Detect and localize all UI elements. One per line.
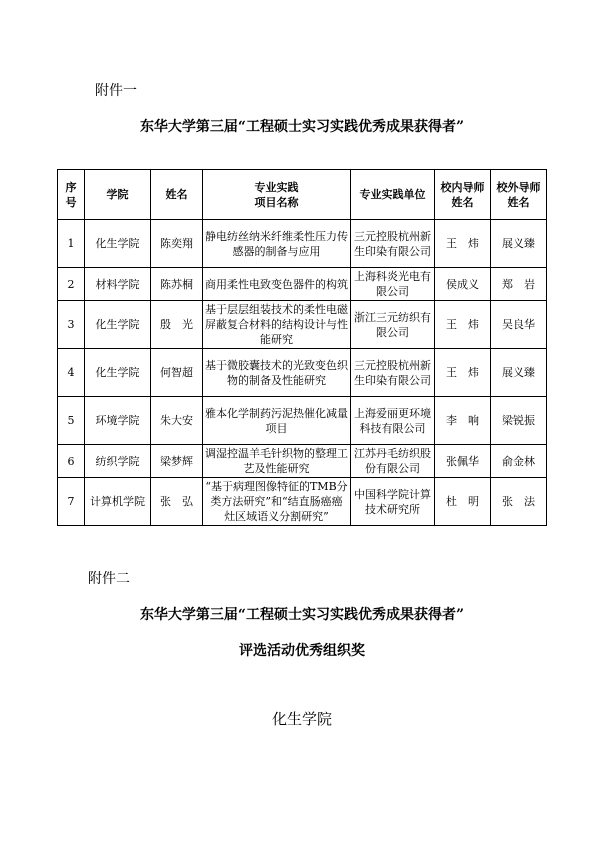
row-project: 调湿控温羊毛针织物的整理工艺及性能研究	[203, 445, 351, 478]
row-unit: 江苏丹毛纺织股份有限公司	[351, 445, 435, 478]
row-inner-advisor: 王 炜	[435, 349, 491, 397]
attachment-two-label: 附件二	[88, 571, 130, 587]
awards-table	[57, 169, 547, 526]
row-project: 雅本化学制药污泥热催化减量项目	[203, 397, 351, 445]
table-row	[58, 301, 547, 349]
header-unit: 专业实践单位	[351, 170, 435, 220]
row-name: 殷 光	[151, 301, 203, 349]
row-name: 陈奕翔	[151, 220, 203, 268]
row-name: 陈苏桐	[151, 268, 203, 301]
row-name: 张 弘	[151, 478, 203, 526]
row-outer-advisor: 梁锐振	[491, 397, 547, 445]
row-inner-advisor: 王 炜	[435, 220, 491, 268]
attachment-two-title-line1: 东华大学第三届“工程硕士实习实践优秀成果获得者”	[139, 607, 465, 623]
header-school: 学院	[85, 170, 151, 220]
table-row	[58, 397, 547, 445]
row-name: 朱大安	[151, 397, 203, 445]
row-school: 纺织学院	[85, 445, 151, 478]
row-inner-advisor: 王 炜	[435, 301, 491, 349]
row-unit: 三元控股杭州新生印染有限公司	[351, 220, 435, 268]
row-school: 计算机学院	[85, 478, 151, 526]
header-project: 专业实践 项目名称	[203, 170, 351, 220]
award-winner: 化生学院	[271, 710, 332, 728]
row-unit: 中国科学院计算技术研究所	[351, 478, 435, 526]
row-project: 基于层层组装技术的柔性电磁屏蔽复合材料的结构设计与性能研究	[203, 301, 351, 349]
row-inner-advisor: 张佩华	[435, 445, 491, 478]
row-outer-advisor: 展义臻	[491, 220, 547, 268]
row-inner-advisor: 侯成义	[435, 268, 491, 301]
row-name: 梁梦辉	[151, 445, 203, 478]
row-school: 化生学院	[85, 301, 151, 349]
row-name: 何智超	[151, 349, 203, 397]
row-project: “基于病理图像特征的TMB分类方法研究”和“结直肠癌癌灶区域语义分割研究”	[203, 478, 351, 526]
row-unit: 上海科炎光电有限公司	[351, 268, 435, 301]
row-unit: 浙江三元纺织有限公司	[351, 301, 435, 349]
header-no: 序 号	[58, 170, 85, 220]
row-outer-advisor: 吴良华	[491, 301, 547, 349]
row-unit: 上海爱丽更环境科技有限公司	[351, 397, 435, 445]
row-project: 基于微胶囊技术的光致变色织物的制备及性能研究	[203, 349, 351, 397]
row-school: 化生学院	[85, 220, 151, 268]
header-name: 姓名	[151, 170, 203, 220]
row-outer-advisor: 张 法	[491, 478, 547, 526]
attachment-two-title-line2: 评选活动优秀组织奖	[239, 643, 365, 659]
row-outer-advisor: 展义臻	[491, 349, 547, 397]
row-unit: 三元控股杭州新生印染有限公司	[351, 349, 435, 397]
row-outer-advisor: 郑 岩	[491, 268, 547, 301]
row-school: 化生学院	[85, 349, 151, 397]
attachment-one-title: 东华大学第三届“工程硕士实习实践优秀成果获得者”	[139, 119, 465, 135]
row-no: 2	[58, 268, 85, 301]
table-row	[58, 349, 547, 397]
row-no: 6	[58, 445, 85, 478]
row-project: 商用柔性电致变色器件的构筑	[203, 268, 351, 301]
row-outer-advisor: 俞金林	[491, 445, 547, 478]
table-row	[58, 268, 547, 301]
row-project: 静电纺丝纳米纤维柔性压力传感器的制备与应用	[203, 220, 351, 268]
table-row	[58, 478, 547, 526]
header-inner-advisor: 校内导师 姓名	[435, 170, 491, 220]
row-school: 环境学院	[85, 397, 151, 445]
row-no: 3	[58, 301, 85, 349]
header-outer-advisor: 校外导师 姓名	[491, 170, 547, 220]
row-inner-advisor: 李 响	[435, 397, 491, 445]
attachment-one-label: 附件一	[95, 83, 137, 99]
table-row	[58, 445, 547, 478]
table-header-row	[58, 170, 547, 220]
table-row	[58, 220, 547, 268]
row-no: 7	[58, 478, 85, 526]
row-no: 4	[58, 349, 85, 397]
row-no: 5	[58, 397, 85, 445]
row-school: 材料学院	[85, 268, 151, 301]
row-inner-advisor: 杜 明	[435, 478, 491, 526]
row-no: 1	[58, 220, 85, 268]
